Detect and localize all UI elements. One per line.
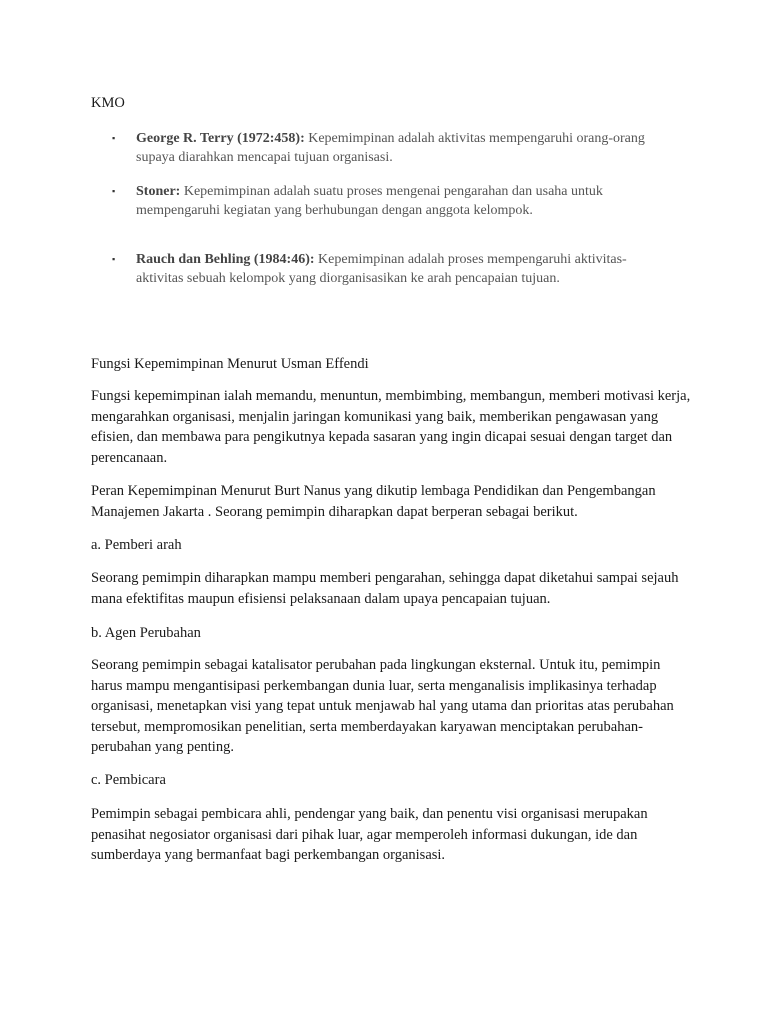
- bullet-marker-icon: ▪: [112, 254, 116, 264]
- role-label: c. Pembicara: [91, 772, 166, 788]
- bullet-marker-icon: ▪: [112, 186, 116, 196]
- role-label: a. Pemberi arah: [91, 537, 182, 553]
- role-label-section: [91, 623, 691, 644]
- definition-list: [112, 129, 672, 288]
- definition-item: [112, 129, 672, 167]
- definition-text: Kepemimpinan adalah suatu proses mengenai pengarahan dan usaha untuk mempengaruhi kegiatan yang berhubungan dengan anggota kelompok.: [136, 184, 603, 218]
- role-label-section: [91, 535, 691, 556]
- peran-intro-paragraph: Peran Kepemimpinan Menurut Burt Nanus yang dikutip lembaga Pendidikan dan Pengembangan Manajemen Jakarta . Seorang pemimpin diharapkan dapat berperan sebagai berikut.: [91, 483, 656, 520]
- role-text: Seorang pemimpin diharapkan mampu memberi pengarahan, sehingga dapat diketahui sampai sejauh mana efektifitas maupun efisiensi pelaksanaan dalam upaya pencapaian tujuan.: [91, 570, 679, 607]
- definition-text: Kepemimpinan adalah aktivitas mempengaruhi orang-orang supaya diarahkan mencapai tujuan organisasi.: [136, 131, 645, 165]
- fungsi-title-section: [91, 354, 691, 375]
- role-text-section: [91, 804, 691, 866]
- definition-item: [112, 182, 672, 220]
- role-text-section: [91, 568, 691, 609]
- role-text: Seorang pemimpin sebagai katalisator perubahan pada lingkungan eksternal. Untuk itu, pemimpin harus mampu mengantisipasi perkembangan dunia luar, serta menganalisis implikasinya terhadap organisasi, menetapkan visi yang tepat untuk menjawab hal yang utama dan prioritas atas perubahan tersebut, mempromosikan penelitian, serta memberdayakan karyawan menciptakan perubahan-perubahan yang penting.: [91, 657, 674, 755]
- role-label-section: [91, 770, 691, 791]
- bullet-marker-icon: ▪: [112, 133, 116, 143]
- role-text-section: [91, 655, 691, 758]
- fungsi-paragraph-section: [91, 386, 691, 468]
- definition-term: George R. Terry (1972:458):: [136, 131, 305, 146]
- peran-intro-section: [91, 481, 691, 522]
- definition-text: Kepemimpinan adalah proses mempengaruhi aktivitas-aktivitas sebuah kelompok yang diorganisasikan ke arah pencapaian tujuan.: [136, 252, 627, 286]
- definition-term: Rauch dan Behling (1984:46):: [136, 252, 315, 267]
- fungsi-paragraph: Fungsi kepemimpinan ialah memandu, menuntun, membimbing, membangun, memberi motivasi kerja, mengarahkan organisasi, menjalin jaringan komunikasi yang baik, memberikan pengawasan yang efisien, dan membawa para pengikutnya kepada sasaran yang ingin dicapai sesuai dengan target dan perencanaan.: [91, 388, 691, 466]
- role-text: Pemimpin sebagai pembicara ahli, pendengar yang baik, dan penentu visi organisasi merupakan penasihat negosiator organisasi dari pihak luar, agar memperoleh informasi dukungan, ide dan sumberdaya yang bermanfaat bagi perkembangan organisasi.: [91, 806, 648, 863]
- heading-kmo: KMO: [91, 95, 125, 111]
- definition-item: [112, 250, 672, 288]
- fungsi-title: Fungsi Kepemimpinan Menurut Usman Effendi: [91, 356, 369, 372]
- role-label: b. Agen Perubahan: [91, 625, 201, 641]
- definition-term: Stoner:: [136, 184, 181, 199]
